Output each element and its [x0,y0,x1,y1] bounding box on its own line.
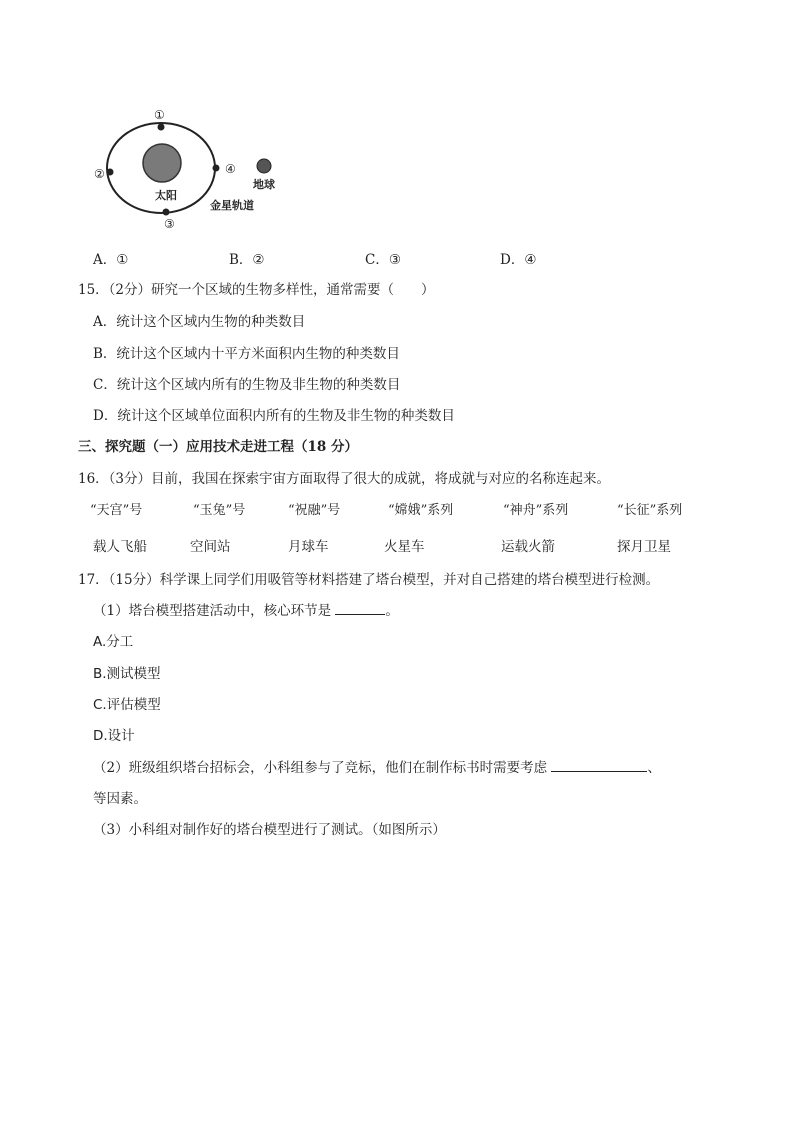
earth-label: 地球 [253,178,275,191]
q14-option-b [229,248,265,268]
venus-position-4 [213,165,220,172]
name-item: 月球车 [288,539,329,555]
marker-1: ① [154,108,165,122]
q17-sub2 [93,756,661,776]
q15-option-a: A．统计这个区域内生物的种类数目 [93,314,306,330]
q17-sub3: （3）小科组对制作好的塔台模型进行了测试。（如图所示） [93,822,446,838]
name-item: 运载火箭 [501,539,555,555]
q14-option-d [500,248,536,268]
orbit-label: 金星轨道 [210,199,254,212]
q17-sub2-cont: 等因素。 [93,791,147,807]
option-text: ① [116,252,129,268]
earth [257,159,271,173]
q14-option-c [365,248,401,268]
achievement-item: “玉兔”号 [193,503,246,518]
answer-blank[interactable] [551,757,647,772]
venus-position-3 [163,209,170,216]
option-text: ③ [388,252,401,268]
q17-option-a: A.分工 [93,634,134,650]
achievement-item: “嫦娥”系列 [388,503,454,518]
achievement-item: “天宫”号 [90,503,143,518]
q15-option-d: D．统计这个区域单位面积内所有的生物及非生物的种类数目 [93,408,455,424]
venus-orbit-figure [90,100,290,235]
achievement-item: “神舟”系列 [503,503,569,518]
section-heading: 三、探究题（一）应用技术走进工程（18 分） [78,439,358,455]
q17-stem: 17．（15分）科学课上同学们用吸管等材料搭建了塔台模型，并对自己搭建的塔台模型进行检测。 [78,572,660,588]
sun-label: 太阳 [155,189,177,202]
marker-4: ④ [225,162,236,176]
q17-option-b: B.测试模型 [93,666,161,682]
sub2-text: （2）班级组织塔台招标会，小科组参与了竞标，他们在制作标书时需要考虑 [93,760,548,776]
q15-option-c: C．统计这个区域内所有的生物及非生物的种类数目 [93,377,401,393]
q16-stem: 16．（3分）目前，我国在探索宇宙方面取得了很大的成就，将成就与对应的名称连起来。 [78,471,611,487]
marker-2: ② [94,167,105,181]
answer-blank[interactable] [335,600,385,615]
achievement-item: “长征”系列 [617,503,683,518]
sun [143,144,181,182]
name-item: 探月卫星 [617,539,671,555]
venus-position-2 [107,169,114,176]
venus-position-1 [158,124,165,131]
option-text: ② [252,252,265,268]
q15-stem: 15．（2分）研究一个区域的生物多样性，通常需要（ ） [78,282,435,298]
option-text: ④ [524,252,537,268]
q15-option-b: B．统计这个区域内十平方米面积内生物的种类数目 [93,346,400,362]
q14-option-a [93,248,128,268]
option-letter: B． [229,252,253,268]
sub1-text: （1）塔台模型搭建活动中，核心环节是 [93,603,332,619]
achievement-item: “祝融”号 [288,503,341,518]
marker-3: ③ [164,217,175,231]
sub1-end: 。 [385,603,399,619]
q17-sub1 [93,599,399,619]
name-item: 火星车 [384,539,425,555]
option-letter: A． [93,252,117,268]
option-letter: C． [365,252,389,268]
q17-option-c: C.评估模型 [93,697,161,713]
name-item: 载人飞船 [93,539,147,555]
name-item: 空间站 [190,539,231,555]
option-letter: D． [500,252,525,268]
q17-option-d: D.设计 [93,728,135,744]
sub2-end: 、 [647,760,661,776]
